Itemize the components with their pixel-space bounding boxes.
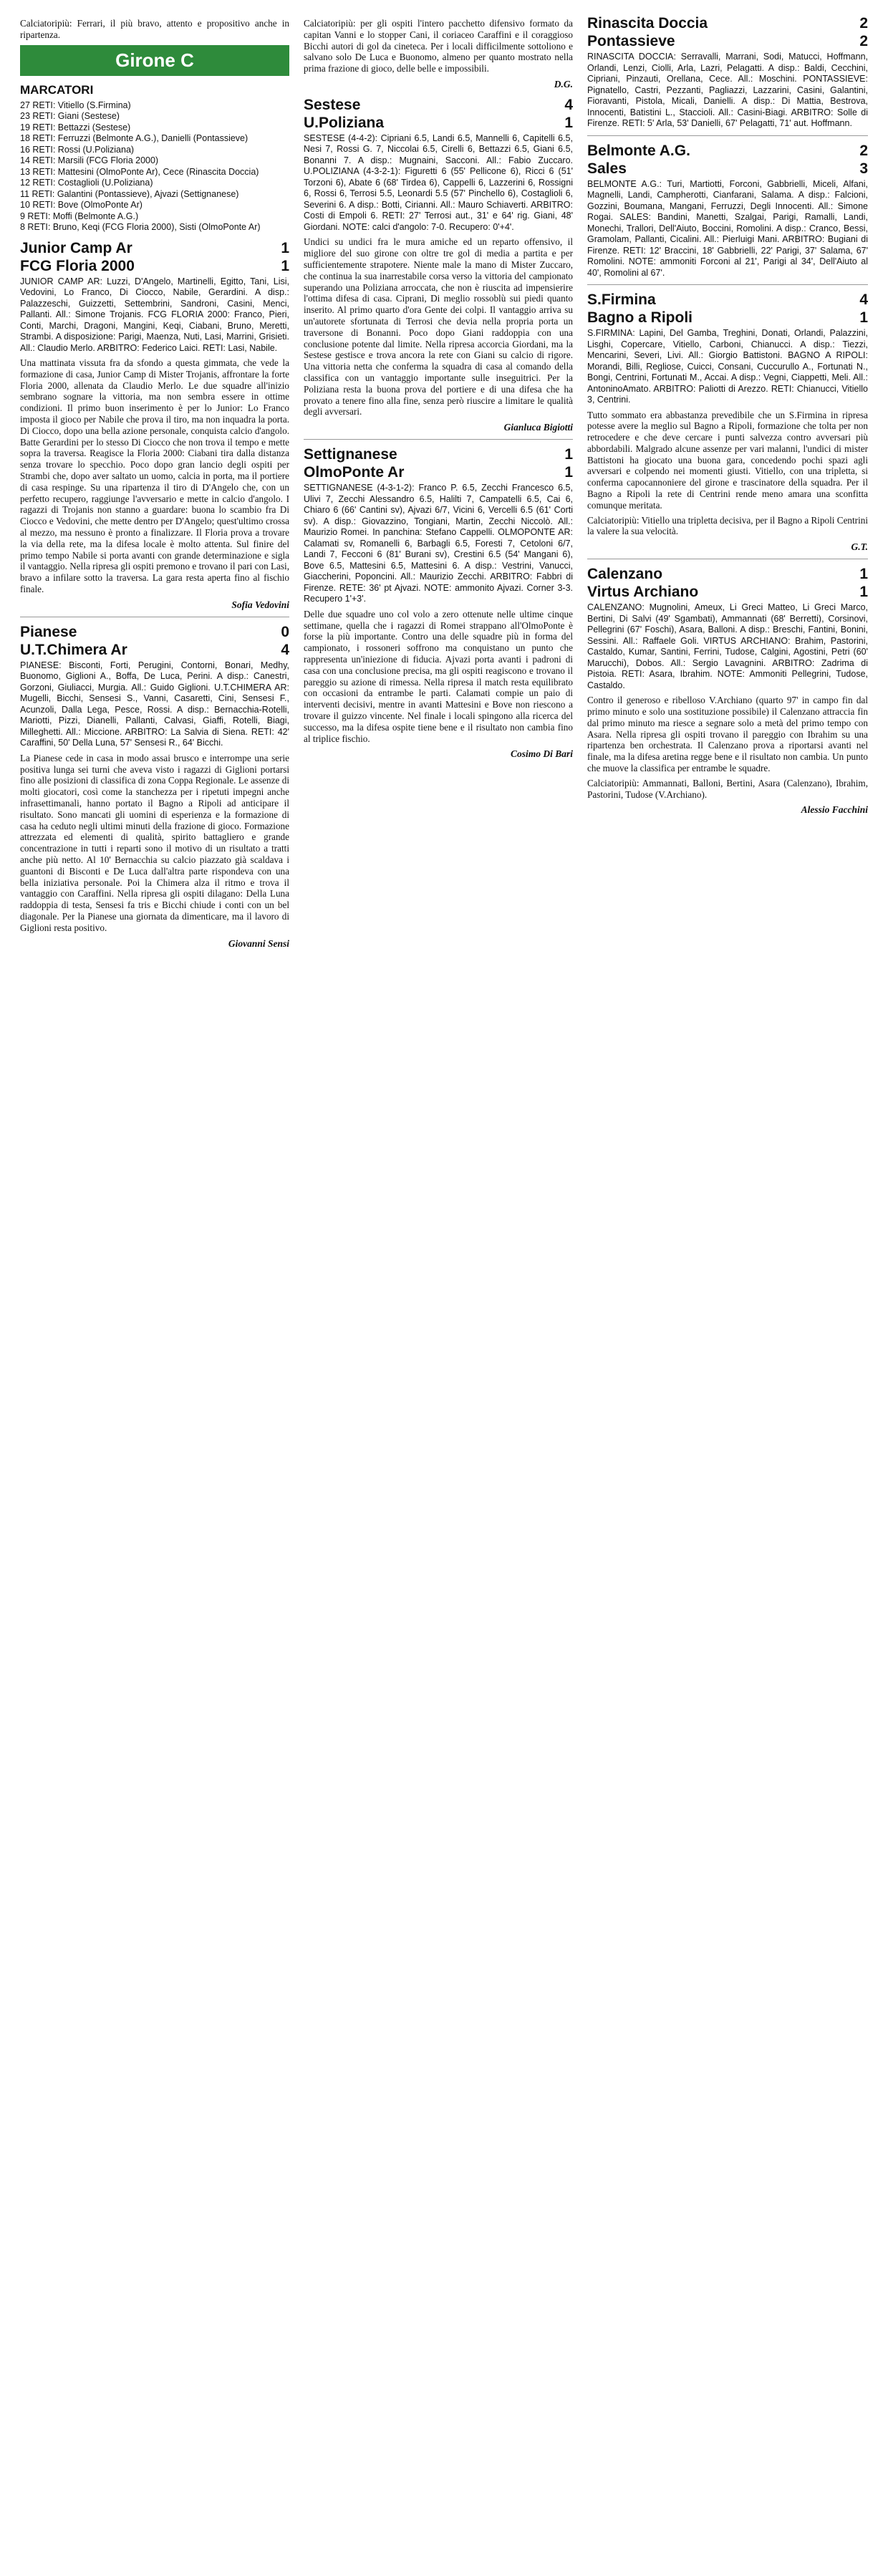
match-article: Tutto sommato era abbastanza prevedibile che un S.Firmina in ripresa potesse avere la meglio sul Bagno a Ripoli, formazione che tolta per non retrocedere e che deve cercare i punti salvezza contro avversari più abbordabili. Malgrado alcune assenze per vari malanni, l'undici di mister Battistoni ha giocato una buona gara, concedendo pochi spazi agli avversari e colpendo nei momenti giusti. Vitiello, con una tripletta, si conferma capocannoniere del girone e trascinatore della squadra. Per il Bagno a Ripoli la rete di Centrini rende meno amara una sconfitta comunque meritata. bbox=[587, 409, 868, 511]
match-lineup: CALENZANO: Mugnolini, Ameux, Li Greci Matteo, Li Greci Marco, Bertini, Di Salvi (49' Sgambati), Ammannati (68' Berretti), Corsinovi, Pellegrini (67' Foschi), Asara, Balloni. A disp.: Breschi, Fantini, Bonini, Sessini. All.: Raffaele Goli. VIRTUS ARCHIANO: Brahim, Pastorini, Castaldo, Kumar, Santini, Ferrini, Tudose, Calgini, Agostini, Petri (60' Marucchi), Dobos. All.: Sergio Lavagnini. ARBITRO: Zadrima di Pistoia. RETI: Asara, Ibrahim. NOTE: Ammoniti Pellegrini, Tudose, Castaldo. bbox=[587, 602, 868, 690]
score-row bbox=[587, 160, 868, 178]
article-byline: Gianluca Bigiotti bbox=[503, 422, 573, 433]
away-team: Virtus Archiano bbox=[587, 584, 699, 601]
match-lineup: BELMONTE A.G.: Turi, Martiotti, Forconi, Gabbrielli, Miceli, Alfani, Magnelli, Landi, Campherotti, Cianfarani, Salama. A disp.: Falcioni, Gozzini, Boumana, Mangani, Ferruzzi, Degli Innocenti. All.: Simone Rogai. SALES: Bandini, Manetti, Szalgai, Parigi, Ramalli, Landi, Monechi, Trallori, Dell'Aiuto, Boccini, Romolini. A disp.: Cranco, Bessi, Gramolam, Pallanti, Cicalini. All.: Pierluigi Mani. ARBITRO: Bugiani di Firenze. RETI: 12' Braccini, 18' Gabbrielli, 22' Parigi, 37' Salama, 67' Romolini. NOTE: ammoniti Forconi al 21', Parigi al 34', Dell'Aiuto al 40', Romolini al 67'. bbox=[587, 178, 868, 278]
marcatori-item: 19 RETI: Bettazzi (Sestese) bbox=[20, 122, 131, 132]
home-score: 4 bbox=[564, 96, 573, 113]
away-team: FCG Floria 2000 bbox=[20, 257, 135, 274]
home-team: Calenzano bbox=[587, 566, 663, 583]
score-row bbox=[587, 142, 868, 160]
home-team: Belmonte A.G. bbox=[587, 142, 690, 159]
score-row bbox=[20, 257, 289, 275]
away-team: Bagno a Ripoli bbox=[587, 309, 692, 326]
score-row bbox=[20, 641, 289, 659]
score-row bbox=[20, 239, 289, 257]
match-lineup: S.FIRMINA: Lapini, Del Gamba, Treghini, Donati, Orlandi, Palazzini, Lisghi, Copercare, Vitiello, Carboni, Chianucci. A disp.: Tiezzi, Mencarini, Severi, Livi. All.: Giorgio Battistoni. BAGNO A RIPOLI: Morandi, Billi, Regliose, Cuicci, Consani, Cuccurullo A., Fortunati N., Bongi, Centrini, Fortunati M., Accai. A disp.: Vegni, Ciappetti, Meli. All.: AntoninoAmato. ARBITRO: Paliotti di Arezzo. RETI: Chianucci, Vitiello 3, Centrini. bbox=[587, 328, 868, 405]
away-score: 1 bbox=[281, 257, 289, 274]
match-article: Delle due squadre uno col volo a zero ottenute nelle ultime cinque settimane, quella che i ragazzi di Romei strappano all'OlmoPonte è forse la più importante. Contro una delle squadre più in forma del campionato, i rossoneri soffrono ma conquistano un punto che rappresenta un'iniezione di fiducia. Ajvazi porta avanti i padroni di casa con una conclusione precisa, ma gli ospiti reagiscono e trovano il pareggio su azione di rimessa. Nella ripresa il match resta equilibrato con occasioni da entrambe le parti. Calamati compie un paio di interventi decisivi, mentre in avanti Mattesini e Bove non riescono a trovare il guizzo vincente. Nel finale i locali spingono alla ricerca del successo, ma la difesa ospite tiene bene e il risultato non cambia fino al triplice fischio. bbox=[304, 608, 573, 744]
article-byline: Sofia Vedovini bbox=[231, 599, 289, 610]
home-score: 4 bbox=[859, 291, 868, 308]
marcatori-item: 12 RETI: Costaglioli (U.Poliziana) bbox=[20, 178, 153, 188]
home-team: Sestese bbox=[304, 96, 361, 113]
match-lineup: JUNIOR CAMP AR: Luzzi, D'Angelo, Martinelli, Egitto, Tani, Lisi, Vedovini, Lo Franco, Di Ciocco, Nabile, Gerardini. A disp.: Palazzeschi, Guizzetti, Settembrini, Sandroni, Casini, Menci, Pallanti. All.: Simone Trojanis. FCG FLORIA 2000: Franco, Pieri, Conti, Marchi, Dragoni, Mangini, Keqi, Ciabani, Bruno, Meretti, Strambi. A disposizione: Parigi, Maenza, Nuti, Lasi, Marrini, Grisieti. All.: Claudio Merlo. ARBITRO: Federico Laici. RETI: Lasi, Nabile. bbox=[20, 276, 289, 353]
article-byline: Cosimo Di Bari bbox=[510, 748, 573, 760]
top-byline: D.G. bbox=[554, 78, 573, 90]
article-byline: Alessio Facchini bbox=[801, 804, 868, 816]
marcatori-item: 10 RETI: Bove (OlmoPonte Ar) bbox=[20, 200, 143, 211]
score-row bbox=[304, 114, 573, 132]
away-score: 1 bbox=[859, 584, 868, 601]
score-row bbox=[304, 463, 573, 481]
marcatori-item: 9 RETI: Moffi (Belmonte A.G.) bbox=[20, 211, 139, 221]
home-team: Junior Camp Ar bbox=[20, 239, 132, 256]
match-article: Una mattinata vissuta fra da sfondo a questa gimmata, che vede la formazione di casa, Junior Camp di Mister Trojanis, affrontare la forte Floria 2000, allenata da Claudio Merlo. Le due squadre all'inizio sembrano sognare la vittoria, ma non sembra essere in ottime condizioni. Il primo buon inserimento è per lo Junior: Lo Franco imposta il gioco per Nabile che prova il tiro, ma non inquadra la porta. Di Ciocco, dopo una bella azione personale, conquista calcio d'angolo. Batte Gerardini per lo stesso Di Ciocco che non trova il tempo e mette sopra la traversa. Reagisce la Floria 2000: Ciabani tira dalla distanza senza trovare lo specchio. Poco dopo gran lancio degli ospiti per Strambi che, dopo aver saltato un uomo, calcia in porta, ma il portiere di casa respinge. Su una ripartenza il tiro di D'Angelo che, con un perfetto recupero, raggiunge l'avversario e mette in calcio d'angolo. I ragazzi di Trojanis non stanno a guardare: buona lo scambio fra Di Ciocco e Vedovini, che mette dentro per D'Angelo; quest'ultimo crossa al mezzo, ma nessuno è pronto a finalizzare. Il Floria prova a trovare la via della rete, ma la difesa locale è molto attenta. Sul finire del primo tempo Nabile si porta avanti con grande determinazione e sigla il vantaggio. Nella ripresa gli ospiti premono e trovano il pari con Lasi, bravo a infilare sotto la traversa. La gara resta aperta fino al fischio finale. bbox=[20, 357, 289, 595]
home-score: 0 bbox=[281, 623, 289, 640]
match-signoff: Calciatoripiù: Ammannati, Balloni, Bertini, Asara (Calenzano), Ibrahim, Pastorini, Tudose (V.Archiano). bbox=[587, 777, 868, 800]
match-article: Contro il generoso e ribelloso V.Archiano (quarto 97' in campo fin dal primo minuto e solo una sostituzione possibile) il Calenzano attraccia fin dal primo minuto ma riesce a segnare solo a metà del primo tempo con Asara. Nella ripresa gli ospiti trovano il pareggio con Ibrahim su una ripartenza ben orchestrata. Il Calenzano prova a riportarsi avanti nel finale, ma la difesa aretina regge bene e il risultato non cambia. Un punto che muove la classifica per entrambe le squadre. bbox=[587, 695, 868, 774]
match-junior-floria bbox=[20, 239, 289, 611]
score-row bbox=[304, 445, 573, 463]
score-row bbox=[20, 623, 289, 641]
away-team: U.Poliziana bbox=[304, 114, 385, 131]
match-calenzano-archiano bbox=[587, 559, 868, 816]
away-team: Sales bbox=[587, 160, 627, 177]
away-score: 2 bbox=[859, 33, 868, 49]
newspaper-page bbox=[20, 14, 868, 2562]
marcatori-item: 8 RETI: Bruno, Keqi (FCG Floria 2000), Sisti (OlmoPonte Ar) bbox=[20, 222, 261, 233]
match-lineup: RINASCITA DOCCIA: Serravalli, Marrani, Sodi, Matucci, Hoffmann, Orlandi, Lenzi, Ciolli, Arla, Lazri, Pelagatti. A disp.: Baldi, Cecchini, Cipriani, Pinzauti, Orellana, Cece. All.: Moschini. PONTASSIEVE: Pignatello, Castri, Pezzanti, Pagliazzi, Lazzarini, Casini, Galantini, Fioravanti, Pistola, Micali, Danielli. A disp.: Di Mattia, Bestrova, Innocenti, Batistini L., Staccioli. All.: Casini-Biagi. ARBITRO: Solle di Firenze. RETI: 5' Arla, 53' Danielli, 67' Pelagatti, 71' aut. Hoffmann. bbox=[587, 52, 868, 128]
home-team: S.Firmina bbox=[587, 291, 656, 308]
away-score: 3 bbox=[859, 160, 868, 177]
marcatori-list bbox=[20, 100, 289, 233]
marcatori-title: MARCATORI bbox=[20, 82, 94, 97]
away-team: Pontassieve bbox=[587, 33, 675, 49]
away-team: OlmoPonte Ar bbox=[304, 464, 405, 481]
score-row bbox=[587, 565, 868, 583]
home-team: Settignanese bbox=[304, 446, 397, 463]
home-score: 1 bbox=[281, 239, 289, 256]
marcatori-item: 11 RETI: Galantini (Pontassieve), Ajvazi (Settignanese) bbox=[20, 188, 239, 199]
marcatori-item: 14 RETI: Marsili (FCG Floria 2000) bbox=[20, 155, 159, 166]
away-score: 1 bbox=[564, 114, 573, 131]
match-signoff: Calciatoripiù: Vitiello una tripletta decisiva, per il Bagno a Ripoli Centrini la valere la sua velocità. bbox=[587, 514, 868, 537]
match-settignanese-olmoponte bbox=[304, 439, 573, 760]
article-byline: G.T. bbox=[851, 541, 868, 553]
match-lineup: PIANESE: Bisconti, Forti, Perugini, Contorni, Bonari, Medhy, Buonomo, Giglioni A., Boffa, De Luca, Perini. A disp.: Canestri, Gorzoni, Giuliacci, Murgia. All.: Guido Giglioni. U.T.CHIMERA AR: Mugelli, Bicchi, Sensesi S., Vanni, Casaretti, Cini, Sensesi F., Acunzoli, Dalla Lega, Pesce, Rossi. A disp.: Bernacchia-Rotelli, Mariotti, Pizzi, Dianelli, Pallanti, Calvasi, Giaffi, Rotelli, Biagi, Milleghetti. All.: Miccione. ARBITRO: La Salvia di Siena. RETI: 42' Caraffini, 50' Della Luna, 57' Sensesi R., 64' Bicchi. bbox=[20, 660, 289, 748]
marcatori-item: 27 RETI: Vitiello (S.Firmina) bbox=[20, 100, 131, 110]
home-score: 2 bbox=[859, 15, 868, 32]
home-score: 2 bbox=[859, 142, 868, 159]
match-pianese-chimera bbox=[20, 617, 289, 950]
marcatori-item: 16 RETI: Rossi (U.Poliziana) bbox=[20, 144, 135, 155]
away-score: 4 bbox=[281, 641, 289, 658]
match-sestese-poliziana bbox=[304, 96, 573, 433]
score-row bbox=[587, 291, 868, 309]
column-1 bbox=[20, 14, 289, 2562]
match-lineup: SETTIGNANESE (4-3-1-2): Franco P. 6.5, Zecchi Francesco 6.5, Ulivi 7, Zecchi Alessandro 6.5, Halilti 7, Campatelli 6.5, Cai 6, Chiaro 6 (66' Cantini sv), Ajvazi 6/7, Vicini 6, Vercelli 6.5 (61' Corti sv). A disp.: Giovazzino, Tongiani, Martin, Zecchi Niccolò. All.: Maurizio Romei. In panchina: Stefano Cappelli. OLMOPONTE AR: Calamati sv, Romanelli 6, Barbagli 6.5, Foresti 7, Cetoloni 6/7, Landi 7, Fecconi 6 (81' Burani sv), Crestini 6.5 (54' Mangani 6), Bove 6.5, Mattesini 6.5, Mattesini 6. A disp.: Vestrini, Vanucci, Giaccherini, Poponcini. All.: Maurizio Zecchi. ARBITRO: Fabbri di Firenze. RETE: 36' pt Ajvazi. NOTE: ammonito Ajvazi. Corner 3-3. Recupero 1'+3'. bbox=[304, 483, 573, 604]
col1-top-text: Calciatoripiù: Ferrari, il più bravo, attento e propositivo anche in ripartenza. bbox=[20, 18, 289, 40]
match-belmonte-sales bbox=[587, 135, 868, 279]
match-sfirmina-bagno bbox=[587, 284, 868, 553]
marcatori-item: 23 RETI: Giani (Sestese) bbox=[20, 111, 120, 122]
home-team: Pianese bbox=[20, 623, 77, 640]
home-score: 1 bbox=[564, 446, 573, 463]
match-article: Undici su undici fra le mura amiche ed un reparto offensivo, il migliore del suo girone con oltre tre gol di media a partita e per sufficientemente strapotere. Niente male la mano di Mister Zuccaro, che continua la sua inarrestabile corsa verso la vittoria del campionato superando una Poliziana arroccata, che non è riuscita ad impensierire l'ottima difesa di casa. Ciprani, Di meglio rossoblù sui piedi quanto inserito. Al primo quarto d'ora Gente dei colpi. Il vantaggio arriva su un'autorete sfortunata di Terrosi che devia nella propria porta un traversone di Bonanni. Poco dopo Giani raddoppia con una conclusione potente dal limite. Nella ripresa accorcia Giordani, ma la Sestese gestisce e trova ancora la rete con Giani su calcio di rigore. Una vittoria netta che conferma la squadra di casa al comando della classifica con un vantaggio importante sulle inseguitrici. Per la Poliziana resta la buona prova del portiere e di una difesa che ha provato a tenere fino alla fine, senza però riuscire a limitare le qualità degli avversari. bbox=[304, 236, 573, 418]
score-row bbox=[587, 32, 868, 50]
away-score: 1 bbox=[859, 309, 868, 326]
score-row bbox=[587, 14, 868, 32]
marcatori-item: 13 RETI: Mattesini (OlmoPonte Ar), Cece (Rinascita Doccia) bbox=[20, 166, 259, 177]
match-lineup: SESTESE (4-4-2): Cipriani 6.5, Landi 6.5, Mannelli 6, Capitelli 6.5, Nesi 7, Rossi G. 7, Niccolai 6.5, Cirelli 6, Bettazzi 6.5, Giani 6.5, Bonanni 7. A disp.: Mugnaini, Sacconi. All.: Fabio Zuccaro. U.POLIZIANA (4-3-2-1): Figuretti 6 (55' Pellicone 6), Ricci 6 (51' Torzoni 6), Abate 6 (68' Tirdea 6), Cappelli 6, Lazzerini 6, Rossigni 6, Rossi 6, Terrosi 5.5, Leonardi 5.5 (57' Pinchello 6), Costaglioli 6, Severini 6. A disp.: Botti, Cirianni. All.: Mauro Schiaverti. ARBITRO: Costi di Empoli 6. RETI: 27' Terrosi aut., 31' e 64' rig. Giani, 48' Giordani. NOTE: calci d'angolo: 7-0. Recupero: 0'+4'. bbox=[304, 132, 573, 232]
score-row bbox=[587, 583, 868, 601]
home-team: Rinascita Doccia bbox=[587, 15, 708, 32]
away-team: U.T.Chimera Ar bbox=[20, 641, 127, 658]
column-2 bbox=[304, 14, 573, 2562]
article-byline: Giovanni Sensi bbox=[228, 937, 289, 949]
girone-banner: Girone C bbox=[20, 45, 289, 76]
home-score: 1 bbox=[859, 566, 868, 583]
score-row bbox=[587, 309, 868, 327]
away-score: 1 bbox=[564, 464, 573, 481]
column-3 bbox=[587, 14, 868, 2562]
match-rinascita-pontassieve bbox=[587, 14, 868, 130]
score-row bbox=[304, 96, 573, 114]
col2-top-text: Calciatoripiù: per gli ospiti l'intero pacchetto difensivo formato da capitan Vanni e lo stopper Cani, il coriaceo Caraffini e il coraggioso Bicchi autori di gol da cineteca. Per i locali difficilmente sottoliono e salvano solo De Luca e Buonomo, almeno per quanto mostrato nella prima frazione di gioco, delle belle e impossibili. bbox=[304, 18, 573, 74]
match-article: La Pianese cede in casa in modo assai brusco e interrompe una serie positiva lunga sei turni che aveva visto i ragazzi di Giglioni portarsi fino alle posizioni di classifica di zona Coppa Regionale. Le assenze di molti giocatori, così come la stanchezza per i ripetuti impegni anche infrasettimanali, hanno portato il Bagno a Ripoli ad anticipare il risultato. Sono mancati gli uomini di esperienza e la formazione di casa ha ceduto negli ultimi minuti della frazione di gioco. Formazione attrezzata ed elementi di qualità, spirito battagliero e grande concentrazione in tutti i reparti sono il motivo di un risultato a tratti anche più netto. Al 10' Bernacchia su calcio piazzato già scaldava i guantoni di Bisconti e De Luca dall'altra parte rispondeva con una bella iniziativa personale. Poi la Chimera alza il ritmo e trova il vantaggio con Caraffini. Nella ripresa gli ospiti dilagano: Della Luna raddoppia di testa, Sensesi fa tris e Bicchi chiude i conti con un bel diagonale. Per la Pianese una giornata da dimenticare, ma il lavoro di Giglioni resta positivo. bbox=[20, 752, 289, 933]
marcatori-item: 18 RETI: Ferruzzi (Belmonte A.G.), Danielli (Pontassieve) bbox=[20, 133, 248, 144]
